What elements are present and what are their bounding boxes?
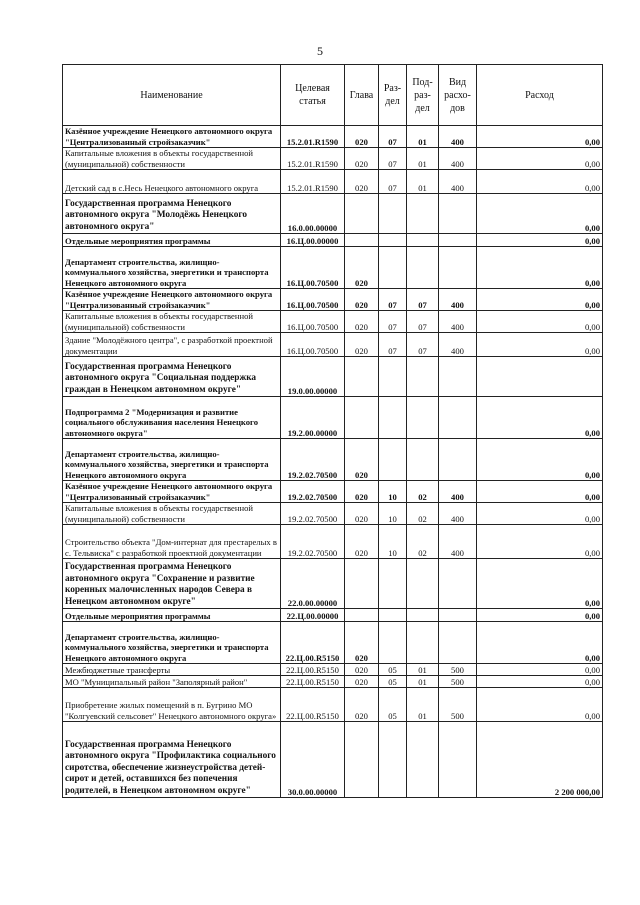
row-name: Детский сад в с.Несь Ненецкого автономного округа	[63, 170, 281, 194]
row-target: 15.2.01.R1590	[281, 170, 345, 194]
row-chapter	[345, 357, 379, 397]
row-chapter: 020	[345, 311, 379, 333]
row-subsection	[407, 357, 439, 397]
row-target: 19.2.02.70500	[281, 503, 345, 525]
row-subsection: 07	[407, 333, 439, 357]
table-row	[63, 311, 603, 333]
row-chapter: 020	[345, 676, 379, 688]
row-subsection	[407, 439, 439, 481]
row-target: 19.2.02.70500	[281, 439, 345, 481]
row-chapter: 020	[345, 664, 379, 676]
table-row	[63, 722, 603, 798]
header-name: Наименование	[63, 65, 281, 126]
table-row	[63, 688, 603, 722]
row-subsection	[407, 397, 439, 439]
row-subsection	[407, 234, 439, 247]
row-expense-type	[439, 357, 477, 397]
row-chapter: 020	[345, 126, 379, 148]
row-amount: 0,00	[477, 311, 603, 333]
row-expense-type: 400	[439, 481, 477, 503]
row-section: 07	[379, 333, 407, 357]
row-chapter: 020	[345, 170, 379, 194]
row-section: 07	[379, 126, 407, 148]
row-name: Государственная программа Ненецкого автономного округа "Профилактика социального сиротства, обеспечение жизнеустройства детей-сирот и детей, оставшихся без попечения родителей, в Ненецком автономном округе"	[63, 722, 281, 798]
table-row	[63, 676, 603, 688]
row-section: 07	[379, 170, 407, 194]
table-row	[63, 439, 603, 481]
row-chapter: 020	[345, 525, 379, 559]
row-target: 19.2.02.70500	[281, 525, 345, 559]
row-amount: 0,00	[477, 397, 603, 439]
row-target: 16.Ц.00.70500	[281, 311, 345, 333]
row-name: Капитальные вложения в объекты государственной (муниципальной) собственности	[63, 148, 281, 170]
row-section	[379, 247, 407, 289]
table-row	[63, 126, 603, 148]
row-chapter: 020	[345, 439, 379, 481]
row-expense-type: 400	[439, 126, 477, 148]
table-row	[63, 664, 603, 676]
table-row	[63, 559, 603, 609]
row-amount: 0,00	[477, 333, 603, 357]
row-expense-type	[439, 622, 477, 664]
header-subsection: Под-раз-дел	[407, 65, 439, 126]
row-expense-type: 500	[439, 676, 477, 688]
table-row	[63, 148, 603, 170]
row-section	[379, 357, 407, 397]
row-target: 22.Ц.00.R5150	[281, 688, 345, 722]
row-chapter: 020	[345, 622, 379, 664]
row-section	[379, 194, 407, 234]
budget-table	[62, 64, 603, 798]
row-amount: 0,00	[477, 194, 603, 234]
row-expense-type: 400	[439, 503, 477, 525]
row-section	[379, 397, 407, 439]
row-chapter	[345, 559, 379, 609]
row-chapter	[345, 234, 379, 247]
row-subsection	[407, 247, 439, 289]
row-chapter: 020	[345, 481, 379, 503]
row-target: 16.Ц.00.70500	[281, 289, 345, 311]
row-expense-type: 400	[439, 289, 477, 311]
row-target: 19.2.00.00000	[281, 397, 345, 439]
row-expense-type: 400	[439, 525, 477, 559]
row-name: Подпрограмма 2 "Модернизация и развитие социального обслуживания населения Ненецкого автономного округа"	[63, 397, 281, 439]
row-chapter	[345, 194, 379, 234]
row-name: Казённое учреждение Ненецкого автономного округа "Централизованный стройзаказчик"	[63, 289, 281, 311]
table-row	[63, 503, 603, 525]
row-chapter	[345, 722, 379, 798]
table-body	[63, 126, 603, 798]
row-section: 07	[379, 148, 407, 170]
header-target: Целевая статья	[281, 65, 345, 126]
row-expense-type	[439, 439, 477, 481]
row-name: Строительство объекта "Дом-интернат для престарелых в с. Тельвиска" с разработкой проектной документации	[63, 525, 281, 559]
row-section: 07	[379, 311, 407, 333]
row-expense-type: 400	[439, 148, 477, 170]
row-section: 10	[379, 481, 407, 503]
row-subsection: 02	[407, 503, 439, 525]
row-expense-type	[439, 194, 477, 234]
header-section: Раз-дел	[379, 65, 407, 126]
row-target: 15.2.01.R1590	[281, 126, 345, 148]
row-amount: 0,00	[477, 289, 603, 311]
row-subsection	[407, 722, 439, 798]
row-subsection: 01	[407, 688, 439, 722]
row-subsection: 07	[407, 311, 439, 333]
row-amount: 0,00	[477, 609, 603, 622]
row-section	[379, 622, 407, 664]
row-expense-type	[439, 397, 477, 439]
row-target: 16.0.00.00000	[281, 194, 345, 234]
header-amount: Расход	[477, 65, 603, 126]
table-row	[63, 234, 603, 247]
table-row	[63, 397, 603, 439]
row-name: Государственная программа Ненецкого автономного округа "Социальная поддержка граждан в Ненецком автономном округе"	[63, 357, 281, 397]
row-expense-type: 500	[439, 688, 477, 722]
row-name: Государственная программа Ненецкого автономного округа "Сохранение и развитие коренных малочисленных народов Севера в Ненецком автономном округе"	[63, 559, 281, 609]
row-chapter	[345, 397, 379, 439]
row-section	[379, 609, 407, 622]
row-target: 22.Ц.00.00000	[281, 609, 345, 622]
row-chapter: 020	[345, 503, 379, 525]
row-amount: 2 200 000,00	[477, 722, 603, 798]
row-expense-type	[439, 722, 477, 798]
row-expense-type	[439, 609, 477, 622]
row-name: Здание "Молодёжного центра", с разработкой проектной документации	[63, 333, 281, 357]
row-amount	[477, 357, 603, 397]
row-name: Межбюджетные трансферты	[63, 664, 281, 676]
row-section: 05	[379, 676, 407, 688]
row-expense-type: 400	[439, 333, 477, 357]
row-expense-type	[439, 247, 477, 289]
row-amount: 0,00	[477, 688, 603, 722]
row-subsection: 02	[407, 525, 439, 559]
row-name: Приобретение жилых помещений в п. Бугрино МО "Колгуевский сельсовет" Ненецкого автономного округа»	[63, 688, 281, 722]
table-header	[63, 65, 603, 126]
row-section	[379, 234, 407, 247]
row-amount: 0,00	[477, 247, 603, 289]
row-name: Департамент строительства, жилищно-коммунального хозяйства, энергетики и транспорта Ненецкого автономного округа	[63, 439, 281, 481]
row-expense-type: 400	[439, 170, 477, 194]
row-amount: 0,00	[477, 503, 603, 525]
table-row	[63, 609, 603, 622]
row-amount: 0,00	[477, 559, 603, 609]
row-section: 10	[379, 525, 407, 559]
row-amount: 0,00	[477, 664, 603, 676]
table-row	[63, 357, 603, 397]
table-row	[63, 481, 603, 503]
page-number: 5	[317, 44, 323, 58]
row-chapter: 020	[345, 148, 379, 170]
table-row	[63, 333, 603, 357]
row-name: Казённое учреждение Ненецкого автономного округа "Централизованный стройзаказчик"	[63, 126, 281, 148]
row-target: 16.Ц.00.00000	[281, 234, 345, 247]
table-row	[63, 194, 603, 234]
row-section	[379, 559, 407, 609]
header-chapter: Глава	[345, 65, 379, 126]
row-name: Капитальные вложения в объекты государственной (муниципальной) собственности	[63, 311, 281, 333]
row-amount: 0,00	[477, 148, 603, 170]
row-chapter: 020	[345, 247, 379, 289]
row-subsection	[407, 559, 439, 609]
row-subsection: 02	[407, 481, 439, 503]
row-name: Департамент строительства, жилищно-коммунального хозяйства, энергетики и транспорта Ненецкого автономного округа	[63, 622, 281, 664]
row-amount: 0,00	[477, 676, 603, 688]
row-amount: 0,00	[477, 234, 603, 247]
row-target: 22.Ц.00.R5150	[281, 622, 345, 664]
row-target: 30.0.00.00000	[281, 722, 345, 798]
row-section	[379, 439, 407, 481]
row-target: 19.0.00.00000	[281, 357, 345, 397]
row-target: 15.2.01.R1590	[281, 148, 345, 170]
row-name: МО "Муниципальный район "Заполярный район"	[63, 676, 281, 688]
row-target: 22.Ц.00.R5150	[281, 664, 345, 676]
row-subsection	[407, 622, 439, 664]
row-expense-type	[439, 559, 477, 609]
row-target: 22.0.00.00000	[281, 559, 345, 609]
row-target: 19.2.02.70500	[281, 481, 345, 503]
row-expense-type: 400	[439, 311, 477, 333]
row-amount: 0,00	[477, 481, 603, 503]
row-name: Казённое учреждение Ненецкого автономного округа "Централизованный стройзаказчик"	[63, 481, 281, 503]
row-section: 05	[379, 664, 407, 676]
row-name: Департамент строительства, жилищно-коммунального хозяйства, энергетики и транспорта Ненецкого автономного округа	[63, 247, 281, 289]
row-amount: 0,00	[477, 439, 603, 481]
row-amount: 0,00	[477, 525, 603, 559]
row-target: 22.Ц.00.R5150	[281, 676, 345, 688]
row-section: 05	[379, 688, 407, 722]
row-subsection	[407, 194, 439, 234]
row-section: 07	[379, 289, 407, 311]
table-row	[63, 170, 603, 194]
row-section	[379, 722, 407, 798]
row-chapter: 020	[345, 333, 379, 357]
row-amount: 0,00	[477, 622, 603, 664]
row-subsection: 01	[407, 664, 439, 676]
row-subsection: 01	[407, 170, 439, 194]
row-subsection: 01	[407, 126, 439, 148]
row-name: Капитальные вложения в объекты государственной (муниципальной) собственности	[63, 503, 281, 525]
row-amount: 0,00	[477, 170, 603, 194]
row-subsection: 07	[407, 289, 439, 311]
row-subsection: 01	[407, 676, 439, 688]
row-chapter: 020	[345, 688, 379, 722]
row-name: Отдельные мероприятия программы	[63, 234, 281, 247]
row-expense-type	[439, 234, 477, 247]
row-chapter: 020	[345, 289, 379, 311]
row-target: 16.Ц.00.70500	[281, 333, 345, 357]
header-expense-type: Вид расхо-дов	[439, 65, 477, 126]
row-name: Государственная программа Ненецкого автономного округа "Молодёжь Ненецкого автономного округа"	[63, 194, 281, 234]
row-target: 16.Ц.00.70500	[281, 247, 345, 289]
row-chapter	[345, 609, 379, 622]
row-name: Отдельные мероприятия программы	[63, 609, 281, 622]
row-expense-type: 500	[439, 664, 477, 676]
row-subsection	[407, 609, 439, 622]
table-row	[63, 622, 603, 664]
table-row	[63, 247, 603, 289]
table-row	[63, 289, 603, 311]
table-row	[63, 525, 603, 559]
row-amount: 0,00	[477, 126, 603, 148]
row-section: 10	[379, 503, 407, 525]
row-subsection: 01	[407, 148, 439, 170]
